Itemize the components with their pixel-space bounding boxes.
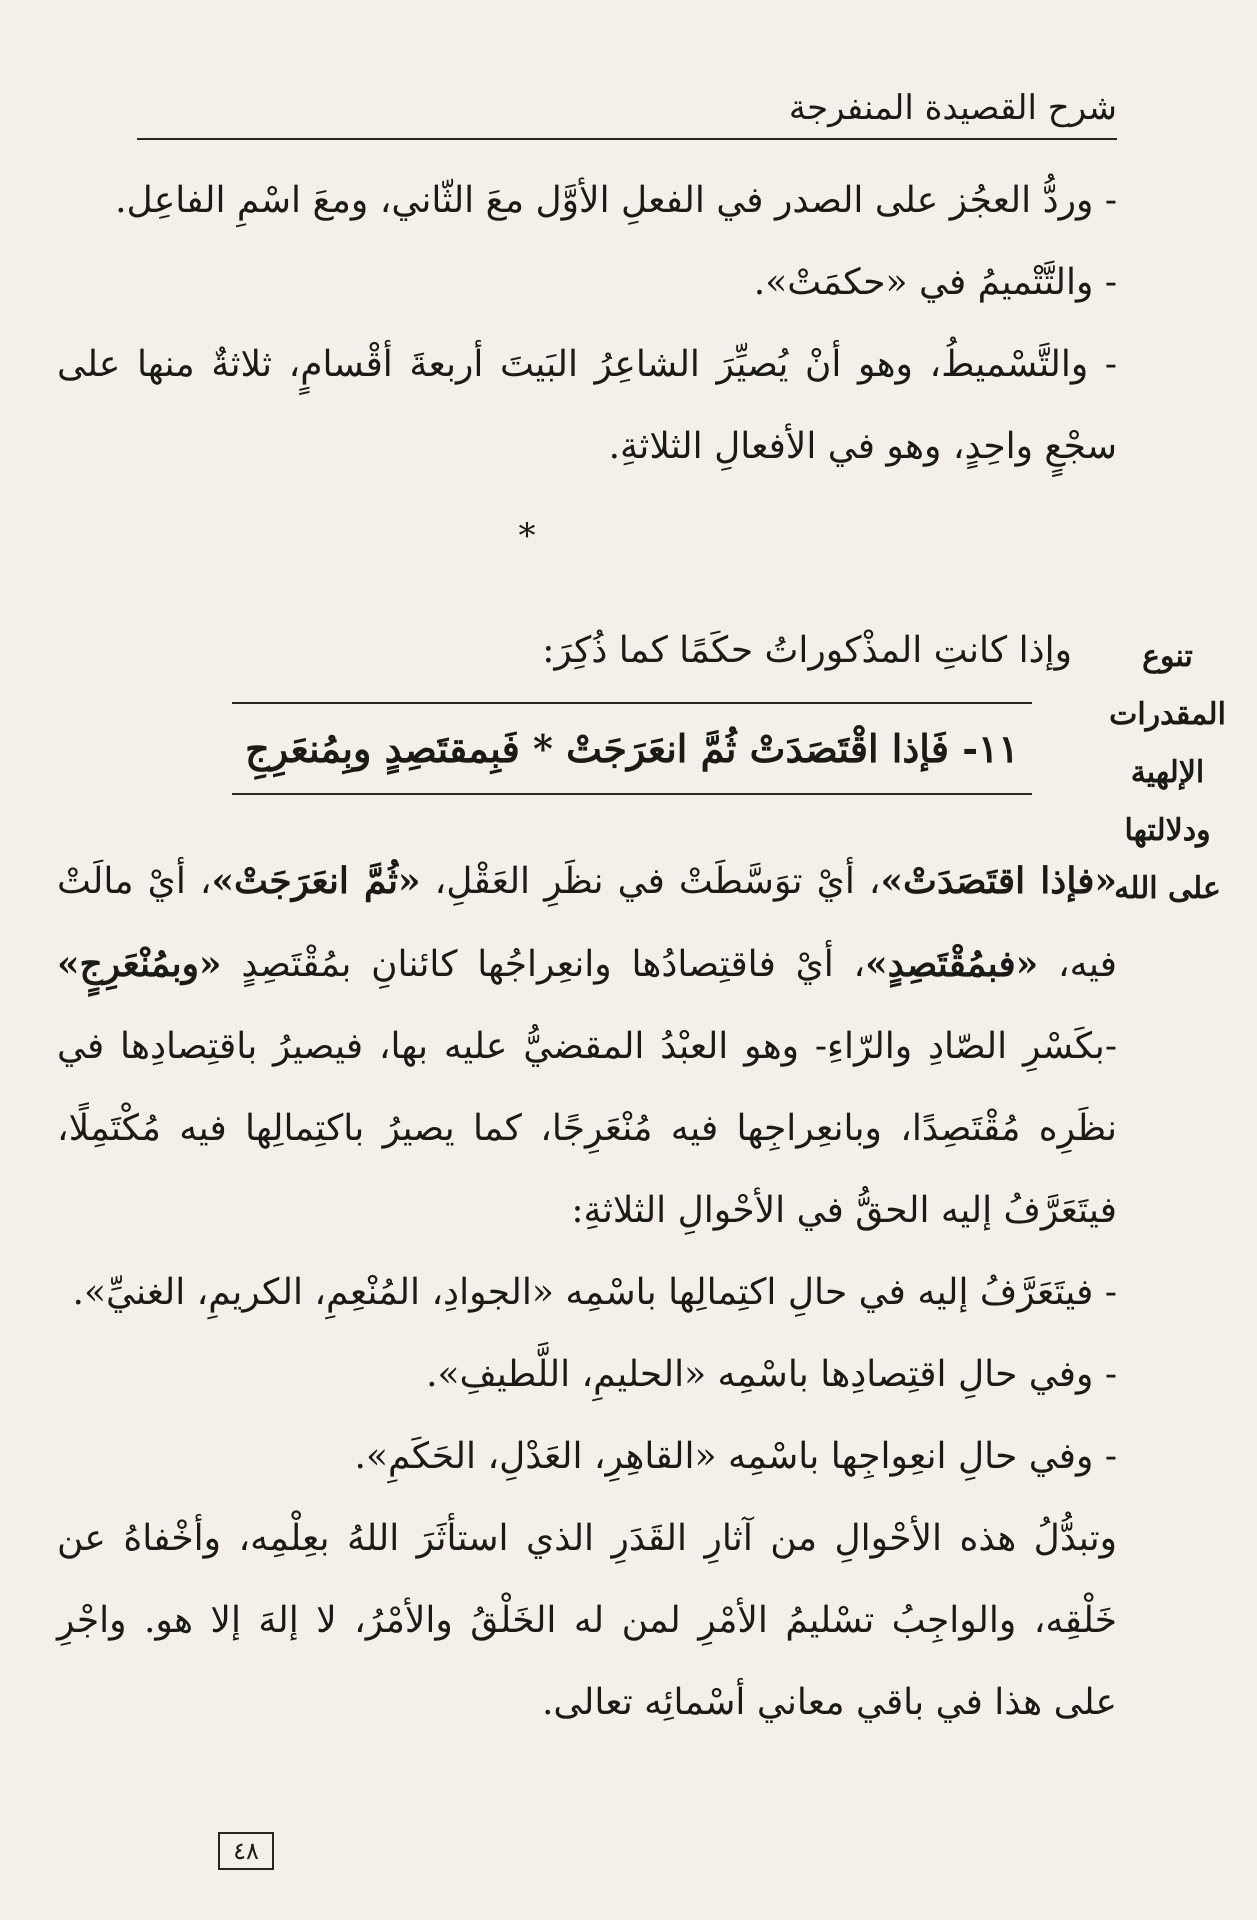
commentary-text: ، أيْ فاقتِصادُها وانعِراجُها كائنانِ بمُقْتَصِدٍ bbox=[221, 944, 866, 985]
verse-intro: وإذا كانتِ المذْكوراتُ حكَمًا كما ذُكِرَ: bbox=[542, 630, 1072, 671]
running-header: شرح القصيدة المنفرجة bbox=[788, 88, 1117, 128]
section-divider-star: * bbox=[518, 516, 536, 556]
list-item: - وفي حالِ انعِواجِها باسْمِه «القاهِرِ، العَدْلِ، الحَكَمِ». bbox=[354, 1436, 1117, 1477]
margin-note bbox=[1100, 628, 1235, 918]
list-item: - فيتَعَرَّفُ إليه في حالِ اكتِمالِها باسْمِه «الجوادِ، المُنْعِمِ، الكريمِ، الغنيِّ». bbox=[72, 1272, 1117, 1313]
commentary-text: -بكَسْرِ الصّادِ والرّاءِ- وهو العبْدُ المقضيُّ عليه بها، فيصيرُ باقتِصادِها في نظَرِه مُقْتَصِدًا، وبانعِراجِها فيه مُنْعَرِجًا، كما يصيرُ باكتِمالِها فيه مُكْتَمِلًا، فيتَعَرَّفُ إليه الحقُّ في الأحْوالِ الثلاثةِ: bbox=[57, 1026, 1117, 1231]
commentary-text: ، أيْ مالَتْ فيه، bbox=[57, 861, 1117, 985]
margin-note-line: على الله bbox=[1114, 871, 1221, 906]
list-item: - والتَّتْميمُ في «حكمَتْ». bbox=[753, 262, 1117, 303]
header-rule bbox=[137, 138, 1117, 140]
commentary-paragraph: وتبدُّلُ هذه الأحْوالِ من آثارِ القَدَرِ الذي استأثَرَ اللهُ بعِلْمِه، وأخْفاهُ عن خَلْقِه، والواجِبُ تسْليمُ الأمْرِ لمن له الخَلْقُ والأمْرُ، لا إلهَ إلا هو. واجْرِ على هذا في باقي معاني أسْمائِه تعالى. bbox=[57, 1518, 1117, 1723]
list-item: - والتَّسْميطُ، وهو أنْ يُصيِّرَ الشاعِرُ البَيتَ أربعةَ أقْسامٍ، ثلاثةٌ منها على سجْعٍ واحِدٍ، وهو في الأفعالِ الثلاثةِ. bbox=[57, 344, 1117, 467]
commentary bbox=[57, 840, 1117, 1744]
quoted-term: «فإذا اقتَصَدَتْ» bbox=[880, 860, 1118, 902]
top-section bbox=[57, 160, 1117, 606]
margin-note-line: الإلهية bbox=[1130, 755, 1205, 790]
page-number: ٤٨ bbox=[218, 1832, 274, 1870]
commentary-text: ، أيْ توَسَّطَتْ في نظَرِ العَقْلِ، bbox=[420, 861, 881, 902]
commentary-paragraph bbox=[57, 840, 1117, 1252]
quoted-term: «وبمُنْعَرِجٍ» bbox=[57, 943, 222, 985]
quoted-term: «فبمُقْتَصِدٍ» bbox=[865, 943, 1039, 985]
verse-box: ١١- فَإذا اقْتَصَدَتْ ثُمَّ انعَرَجَتْ * فَبِمقتَصِدٍ وبِمُنعَرِجِ bbox=[232, 702, 1032, 795]
list-item: - وفي حالِ اقتِصادِها باسْمِه «الحليمِ، اللَّطيفِ». bbox=[426, 1354, 1117, 1395]
list-item: - وردُّ العجُز على الصدر في الفعلِ الأوَّل معَ الثّاني، ومعَ اسْمِ الفاعِل. bbox=[115, 180, 1117, 221]
margin-note-line: تنوع bbox=[1142, 639, 1193, 674]
margin-note-line: المقدرات bbox=[1109, 697, 1226, 732]
margin-note-line: ودلالتها bbox=[1124, 813, 1211, 848]
quoted-term: «ثُمَّ انعَرَجَتْ» bbox=[211, 860, 421, 902]
